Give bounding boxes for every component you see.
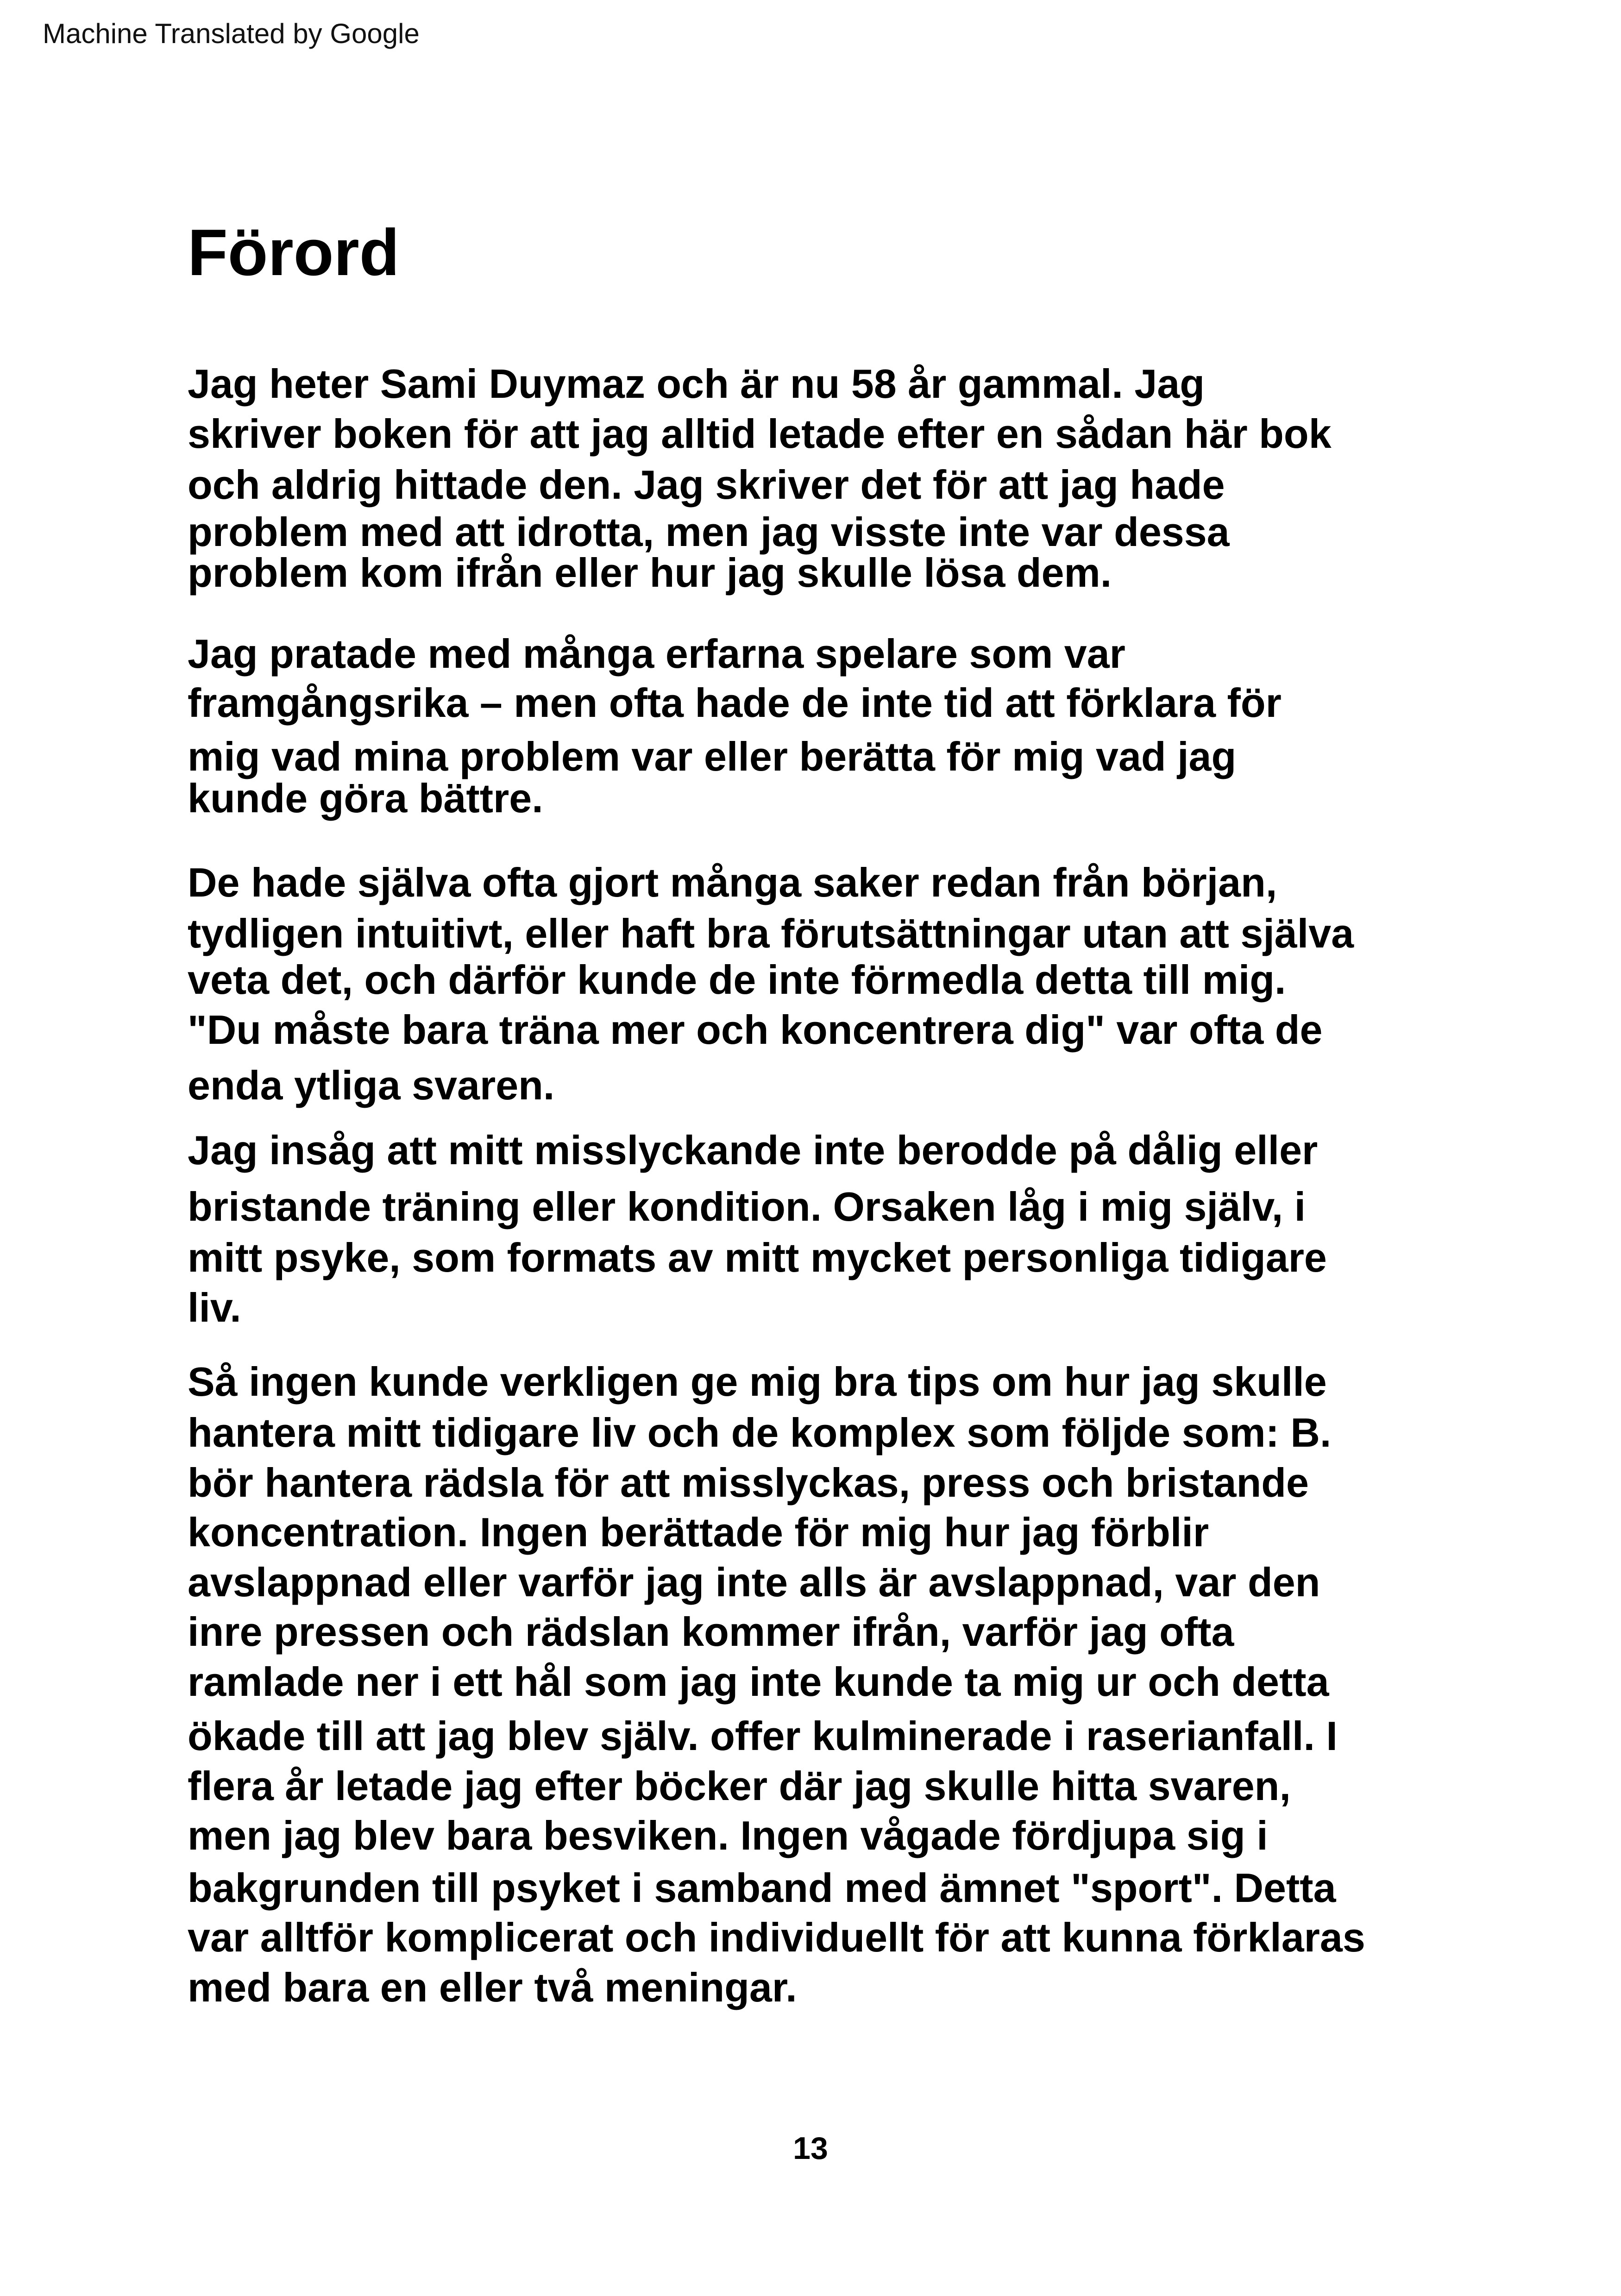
paragraph-line: mig vad mina problem var eller berätta för mig vad jag bbox=[188, 734, 1237, 779]
paragraph-line: inre pressen och rädslan kommer ifrån, varför jag ofta bbox=[188, 1609, 1234, 1655]
paragraph-line: "Du måste bara träna mer och koncentrera dig" var ofta de bbox=[188, 1007, 1323, 1053]
paragraph-line: och aldrig hittade den. Jag skriver det för att jag hade bbox=[188, 462, 1225, 508]
paragraph-line: bör hantera rädsla för att misslyckas, press och bristande bbox=[188, 1460, 1309, 1506]
paragraph-line: problem kom ifrån eller hur jag skulle lösa dem. bbox=[188, 550, 1112, 596]
paragraph-line: problem med att idrotta, men jag visste inte var dessa bbox=[188, 509, 1230, 555]
paragraph-line: ramlade ner i ett hål som jag inte kunde ta mig ur och detta bbox=[188, 1659, 1329, 1705]
machine-translation-notice: Machine Translated by Google bbox=[43, 18, 420, 49]
page-number: 13 bbox=[793, 2131, 828, 2166]
paragraph-line: skriver boken för att jag alltid letade efter en sådan här bok bbox=[188, 411, 1332, 457]
paragraph-line: bristande träning eller kondition. Orsaken låg i mig själv, i bbox=[188, 1184, 1306, 1230]
paragraph-line: hantera mitt tidigare liv och de komplex som följde som: B. bbox=[188, 1410, 1332, 1455]
paragraph-line: Jag pratade med många erfarna spelare som var bbox=[188, 631, 1125, 677]
paragraph-line: var alltför komplicerat och individuellt för att kunna förklaras bbox=[188, 1914, 1365, 1960]
paragraph-line: kunde göra bättre. bbox=[188, 775, 543, 821]
paragraph-line: veta det, och därför kunde de inte förmedla detta till mig. bbox=[188, 957, 1286, 1003]
paragraph-line: Så ingen kunde verkligen ge mig bra tips om hur jag skulle bbox=[188, 1359, 1327, 1405]
paragraph-line: mitt psyke, som formats av mitt mycket personliga tidigare bbox=[188, 1235, 1327, 1280]
paragraph-line: enda ytliga svaren. bbox=[188, 1062, 555, 1108]
paragraph-line: bakgrunden till psyket i samband med ämnet "sport". Detta bbox=[188, 1865, 1336, 1911]
paragraph-line: Jag heter Sami Duymaz och är nu 58 år gammal. Jag bbox=[188, 361, 1205, 407]
paragraph-line: ökade till att jag blev själv. offer kulminerade i raserianfall. I bbox=[188, 1713, 1338, 1759]
paragraph-line: koncentration. Ingen berättade för mig hur jag förblir bbox=[188, 1509, 1209, 1555]
paragraph-line: framgångsrika – men ofta hade de inte tid att förklara för bbox=[188, 680, 1282, 726]
paragraph-line: Jag insåg att mitt misslyckande inte berodde på dålig eller bbox=[188, 1127, 1318, 1173]
paragraph-line: liv. bbox=[188, 1285, 241, 1330]
paragraph-line: avslappnad eller varför jag inte alls är avslappnad, var den bbox=[188, 1559, 1320, 1605]
paragraph-line: flera år letade jag efter böcker där jag skulle hitta svaren, bbox=[188, 1763, 1291, 1809]
paragraph-line: men jag blev bara besviken. Ingen vågade fördjupa sig i bbox=[188, 1813, 1268, 1858]
paragraph-line: De hade själva ofta gjort många saker redan från början, bbox=[188, 859, 1277, 905]
paragraph-line: med bara en eller två meningar. bbox=[188, 1964, 797, 2010]
page-title: Förord bbox=[188, 216, 400, 289]
paragraph-line: tydligen intuitivt, eller haft bra förutsättningar utan att själva bbox=[188, 910, 1354, 956]
